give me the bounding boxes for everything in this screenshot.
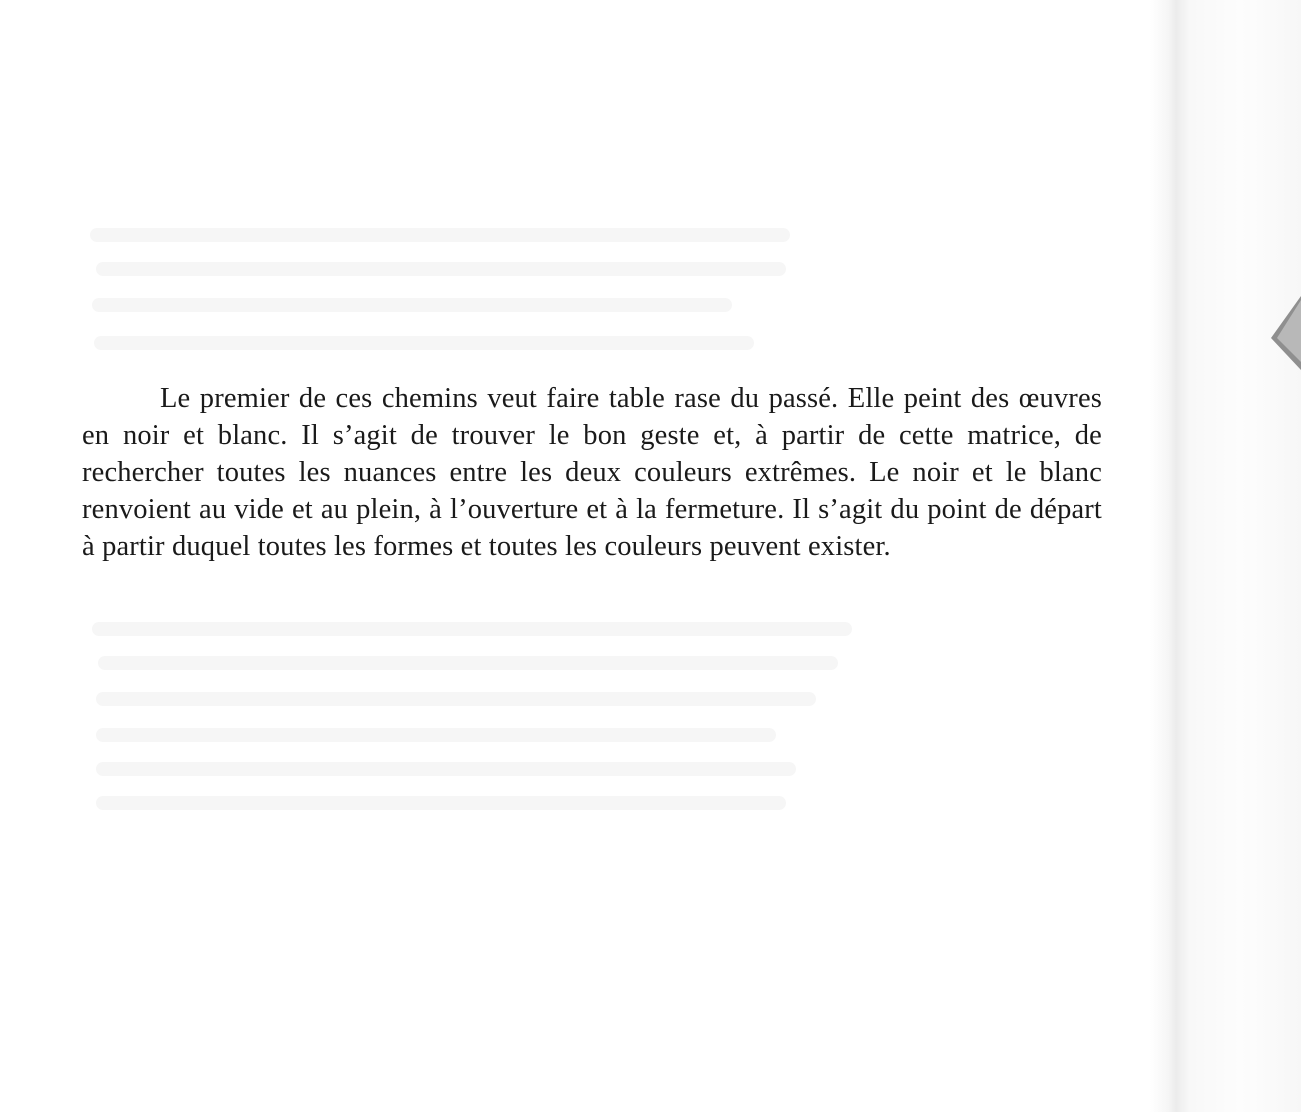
page-corner-shadow	[1267, 296, 1301, 416]
bleed-through-line	[96, 728, 776, 742]
bleed-through-line	[96, 796, 786, 810]
bleed-through-line	[96, 692, 816, 706]
bleed-through-line	[98, 656, 838, 670]
bleed-through-line	[94, 336, 754, 350]
bleed-through-line	[96, 762, 796, 776]
body-paragraph: Le premier de ces chemins veut faire table rase du passé. Elle peint des œuvres en noir et blanc. Il s’agit de trouver le bon geste et, à partir de cette matrice, de rechercher toutes les nuances entre les deux couleurs extrêmes. Le noir et le blanc renvoient au vide et au plein, à l’ouverture et à la fermeture. Il s’agit du point de départ à partir duquel toutes les formes et toutes les couleurs peuvent exister.	[82, 383, 1102, 562]
bleed-through-line	[92, 622, 852, 636]
bleed-through-line	[92, 298, 732, 312]
bleed-through-line	[90, 228, 790, 242]
bleed-through-line	[96, 262, 786, 276]
